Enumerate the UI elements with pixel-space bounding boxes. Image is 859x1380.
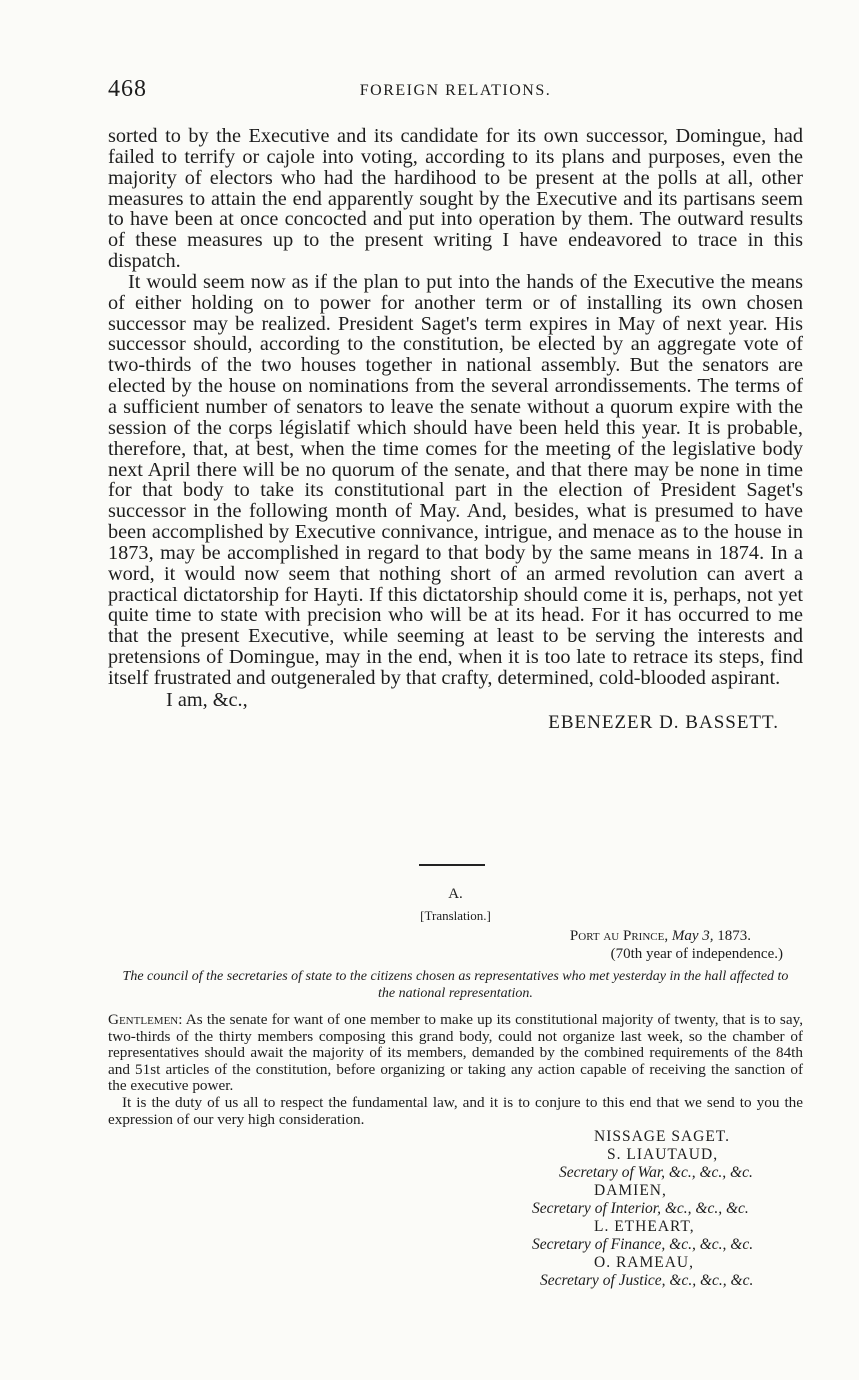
signatory-name: O. RAMEAU, xyxy=(594,1254,694,1272)
signatory-name: S. LIAUTAUD, xyxy=(607,1146,719,1164)
closing: I am, &c., xyxy=(166,688,248,711)
letter-body xyxy=(108,126,803,735)
address-line: The council of the secretaries of state to the citizens chosen as representatives who met yesterday in the hall affected to the national representation. xyxy=(122,969,789,1001)
signatories xyxy=(108,1128,803,1303)
annex-a xyxy=(108,886,803,1303)
date-year: 1873. xyxy=(717,928,751,944)
body-paragraph-1: sorted to by the Executive and its candidate for its own successor, Domingue, had failed to terrify or cajole into voting, according to its plans and purposes, even the majority of electors who had the hardihood to be present at the polls at all, other measures to attain the end apparently sought by the Executive and its partisans seem to have been at once concocted and put into operation by them. The outward results of these measures up to the present writing I have endeavored to trace in this dispatch. xyxy=(108,125,803,273)
place: Port au Prince, xyxy=(569,928,669,944)
body-paragraph-2: It would seem now as if the plan to put into the hands of the Executive the means of either holding on to power for another term or of installing its own chosen successor may be realized. President Saget's term expires in May of next year. His successor should, according to the constitution, be elected by an aggregate vote of two-thirds of the two houses together in national assembly. But the senators are elected by the house on nominations from the several arrondissements. The terms of a sufficient number of senators to leave the senate without a quorum expire with the session of the corps législatif which should have been held this year. It is probable, therefore, that, at best, when the time comes for the meeting of the legislative body next April there will be no quorum of the senate, and that there may be none in time for that body to take its constitutional part in the election of President Saget's successor in the following month of May. And, besides, what is presumed to have been accomplished by Executive connivance, intrigue, and menace as to the house in 1873, may be accomplished in regard to that body by the same means in 1874. In a word, it would now seem that nothing short of an armed revolution can avert a practical dictatorship for Hayti. If this dictatorship should come it is, perhaps, not yet quite time to state with precision who will be at its head. For it has occurred to me that the present Executive, while seeming at least to be serving the interests and pretensions of Domingue, may in the end, when it is too late to retrace its steps, find itself frustrated and outgeneraled by that crafty, determined, cold-blooded aspirant. xyxy=(108,270,803,689)
signatory-title: Secretary of Justice, &c., &c., &c. xyxy=(540,1272,754,1290)
place-date xyxy=(108,928,803,946)
translation-note: [Translation.] xyxy=(420,908,491,923)
signatory-name: L. ETHEART, xyxy=(594,1218,695,1236)
signatory-title: Secretary of Finance, &c., &c., &c. xyxy=(532,1236,754,1254)
annex-paragraph-1-text: As the senate for want of one member to make up its constitutional majority of twenty, that is to say, two-thirds of the thirty members composing this grand body, could not organize last week, so the chamber of representatives should await the majority of its members, demanded by the combined requirements of the 84th and 51st articles of the constitution, before organizing or taking any action capable of receiving the sanction of the executive power. xyxy=(108,1011,803,1095)
section-divider xyxy=(419,864,485,866)
running-head: FOREIGN RELATIONS. xyxy=(359,82,552,99)
annex-letter: A. xyxy=(448,886,463,902)
date-month-day: May 3, xyxy=(671,928,714,944)
page-number: 468 xyxy=(108,76,147,102)
signatory-title: Secretary of Interior, &c., &c., &c. xyxy=(532,1200,749,1218)
salutation: Gentlemen: xyxy=(108,1011,183,1028)
signatory-name: DAMIEN, xyxy=(594,1182,667,1200)
page-header xyxy=(108,76,803,106)
signer-name: EBENEZER D. BASSETT. xyxy=(548,711,779,733)
annex-paragraph-2: It is the duty of us all to respect the fundamental law, and it is to conjure to this end that we send to you the expression of our very high consideration. xyxy=(108,1093,803,1128)
era-note: (70th year of independence.) xyxy=(610,946,783,962)
annex-paragraph-1 xyxy=(108,1012,803,1095)
signatory-title: Secretary of War, &c., &c., &c. xyxy=(559,1164,753,1182)
signatory-name: NISSAGE SAGET. xyxy=(594,1128,730,1146)
